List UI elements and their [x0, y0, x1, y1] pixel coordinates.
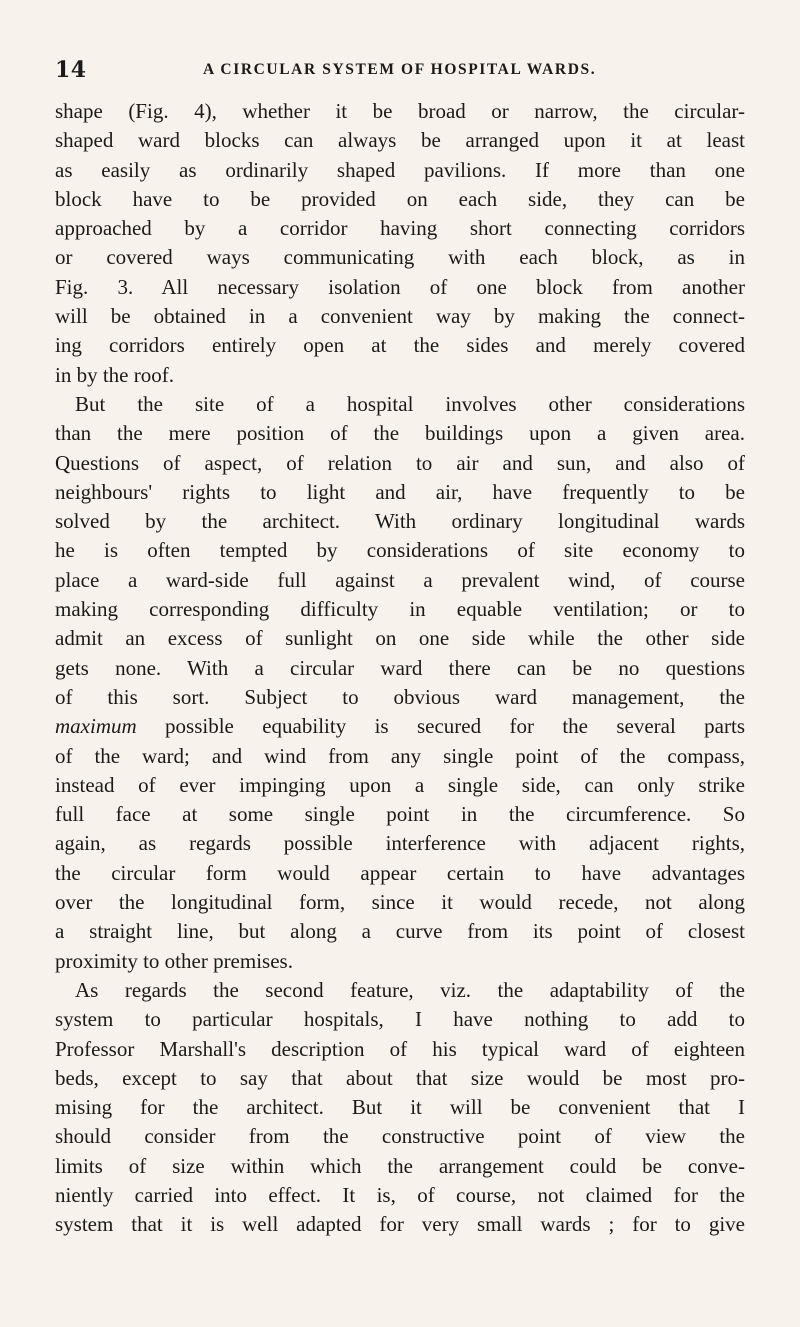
- text-line: again, as regards possible interference with adjacent rights,: [55, 831, 745, 856]
- text-line: of the ward; and wind from any single point of the compass,: [55, 743, 745, 768]
- text-line: proximity to other premises.: [55, 948, 293, 973]
- text-line: should consider from the constructive point of view the: [55, 1124, 745, 1149]
- text-line: or covered ways communicating with each block, as in: [55, 245, 745, 270]
- text-line: Professor Marshall's description of his typical ward of eighteen: [55, 1036, 745, 1061]
- text-line: shaped ward blocks can always be arranged upon it at least: [55, 128, 745, 153]
- text-line: niently carried into effect. It is, of course, not claimed for the: [55, 1182, 745, 1207]
- italic-word: maximum: [55, 714, 137, 739]
- page-header: [55, 57, 745, 83]
- text-line: system that it is well adapted for very small wards ; for to give: [55, 1212, 745, 1237]
- text-line: solved by the architect. With ordinary longitudinal wards: [55, 509, 745, 534]
- running-title: A CIRCULAR SYSTEM OF HOSPITAL WARDS.: [203, 61, 597, 78]
- text-line: than the mere position of the buildings upon a given area.: [55, 421, 745, 446]
- text-line: he is often tempted by considerations of site economy to: [55, 538, 745, 563]
- text-line: approached by a corridor having short connecting corridors: [55, 216, 745, 241]
- text-line: instead of ever impinging upon a single side, can only strike: [55, 772, 745, 797]
- text-line: Fig. 3. All necessary isolation of one block from another: [55, 274, 745, 299]
- text-line: mising for the architect. But it will be convenient that I: [55, 1095, 745, 1120]
- text-line: admit an excess of sunlight on one side while the other side: [55, 626, 745, 651]
- text-line: beds, except to say that about that size would be most pro-: [55, 1065, 745, 1090]
- text-line: But the site of a hospital involves other considerations: [75, 391, 745, 416]
- text-line: Questions of aspect, of relation to air and sun, and also of: [55, 450, 745, 475]
- text-line: gets none. With a circular ward there can be no questions: [55, 655, 745, 680]
- body-text: [55, 97, 745, 1240]
- text-line: of this sort. Subject to obvious ward management, the: [55, 684, 745, 709]
- text-line: place a ward-side full against a prevalent wind, of course: [55, 567, 745, 592]
- text-line: the circular form would appear certain to have advantages: [55, 860, 745, 885]
- text-line: maximum possible equability is secured for the several parts: [55, 714, 745, 739]
- text-line: neighbours' rights to light and air, have frequently to be: [55, 479, 745, 504]
- text-line: in by the roof.: [55, 362, 174, 387]
- text-line: As regards the second feature, viz. the adaptability of the: [75, 977, 745, 1002]
- text-line: system to particular hospitals, I have nothing to add to: [55, 1007, 745, 1032]
- text-line: over the longitudinal form, since it would recede, not along: [55, 890, 745, 915]
- text-line: a straight line, but along a curve from its point of closest: [55, 919, 745, 944]
- text-line: full face at some single point in the circumference. So: [55, 802, 745, 827]
- text-line: limits of size within which the arrangement could be conve-: [55, 1153, 745, 1178]
- page-number: 14: [55, 57, 87, 83]
- text-line: shape (Fig. 4), whether it be broad or narrow, the circular-: [55, 99, 745, 123]
- text-line: ing corridors entirely open at the sides and merely covered: [55, 333, 745, 358]
- text-line: block have to be provided on each side, they can be: [55, 186, 745, 211]
- text-line: will be obtained in a convenient way by making the connect-: [55, 304, 745, 329]
- text-line: making corresponding difficulty in equable ventilation; or to: [55, 597, 745, 622]
- text-line: as easily as ordinarily shaped pavilions. If more than one: [55, 157, 745, 182]
